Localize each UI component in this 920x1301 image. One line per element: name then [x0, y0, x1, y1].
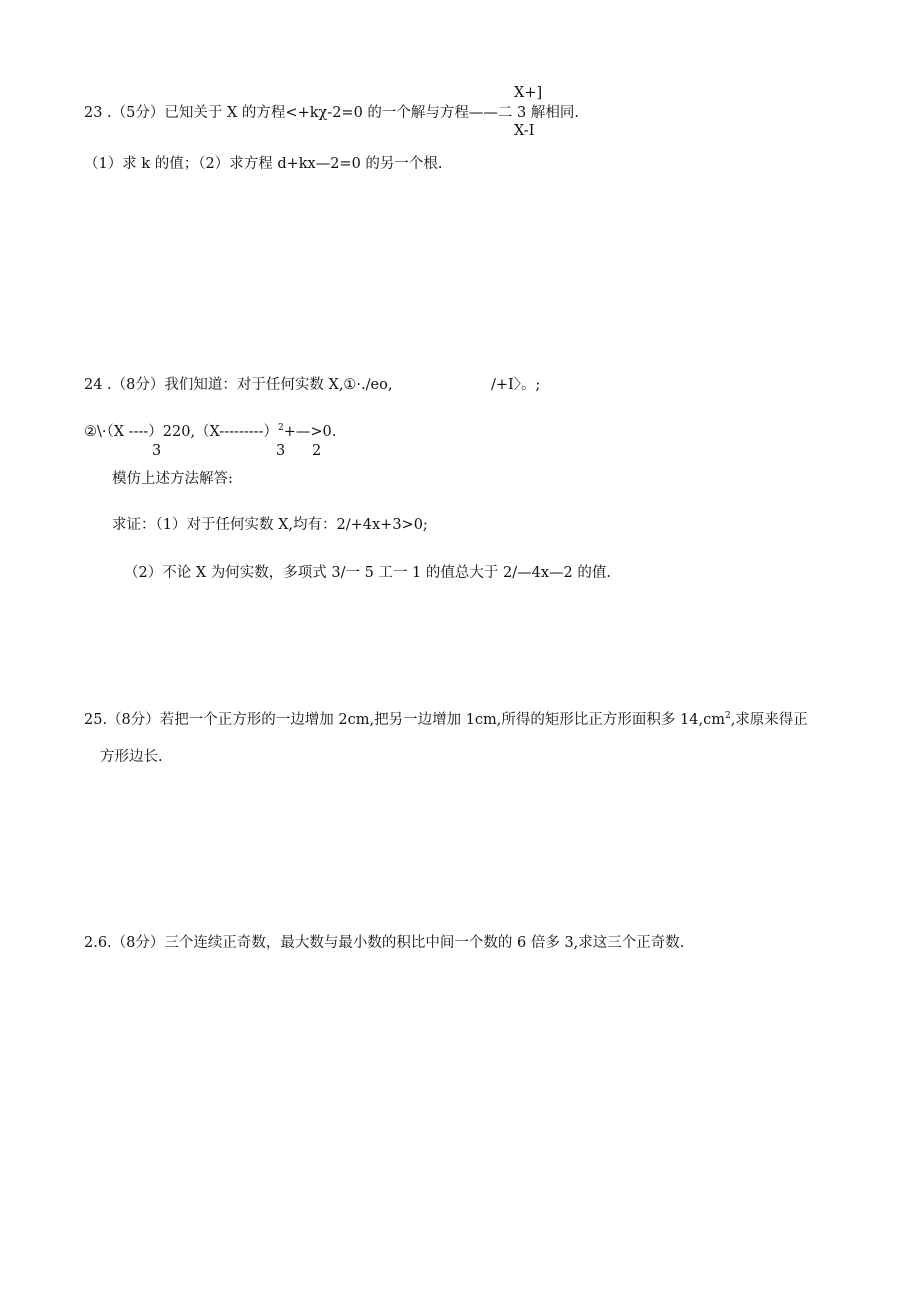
q24-example-tail: +—>0. — [283, 424, 337, 440]
q24-example-main: ②\·（X ----）220,（X---------） — [84, 424, 278, 440]
q25-area-exponent: 2 — [724, 711, 731, 722]
q24-proof-2: （2）不论 X 为何实数，多项式 3/一 5 工一 1 的值总大于 2/—4x—2 的值. — [124, 565, 611, 581]
q25-statement-tail: ,求原来得正 — [730, 712, 808, 728]
q23-statement: 23 .（5分）已知关于 X 的方程<+kχ-2=0 的一个解与方程——二 3 解相同. — [84, 105, 579, 121]
q24-statement: 24 .（8分）我们知道：对于任何实数 X,①·.∕eo, — [84, 377, 393, 393]
q24-proof-1: 求证：（1）对于任何实数 X,均有：2∕+4x+3>0; — [112, 517, 428, 533]
q24-example-denominator-2: 3 — [276, 443, 286, 459]
q24-example-exponent: 2 — [277, 423, 284, 434]
q24-statement-tail: /+I〉。; — [491, 377, 541, 393]
q25-statement-main: 25.（8分）若把一个正方形的一边增加 2cm,把另一边增加 1cm,所得的矩形比正方形面积多 14,cm — [84, 712, 725, 728]
q23-fraction-numerator: X+] — [514, 85, 543, 101]
q25-statement — [84, 711, 808, 729]
q26-statement: 2.6.（8分）三个连续正奇数，最大数与最小数的积比中间一个数的 6 倍多 3,求这三个正奇数. — [84, 935, 685, 951]
q24-instruction: 模仿上述方法解答: — [112, 471, 233, 487]
q24-example-denominator-3: 2 — [312, 443, 322, 459]
q23-fraction-denominator: X-I — [514, 123, 535, 139]
q24-example-line — [84, 423, 336, 441]
q24-example-denominator-1: 3 — [152, 443, 162, 459]
q23-subquestions: （1）求 k 的值；（2）求方程 d+kx—2=0 的另一个根. — [84, 156, 443, 172]
q25-statement-continued: 方形边长. — [100, 749, 163, 765]
